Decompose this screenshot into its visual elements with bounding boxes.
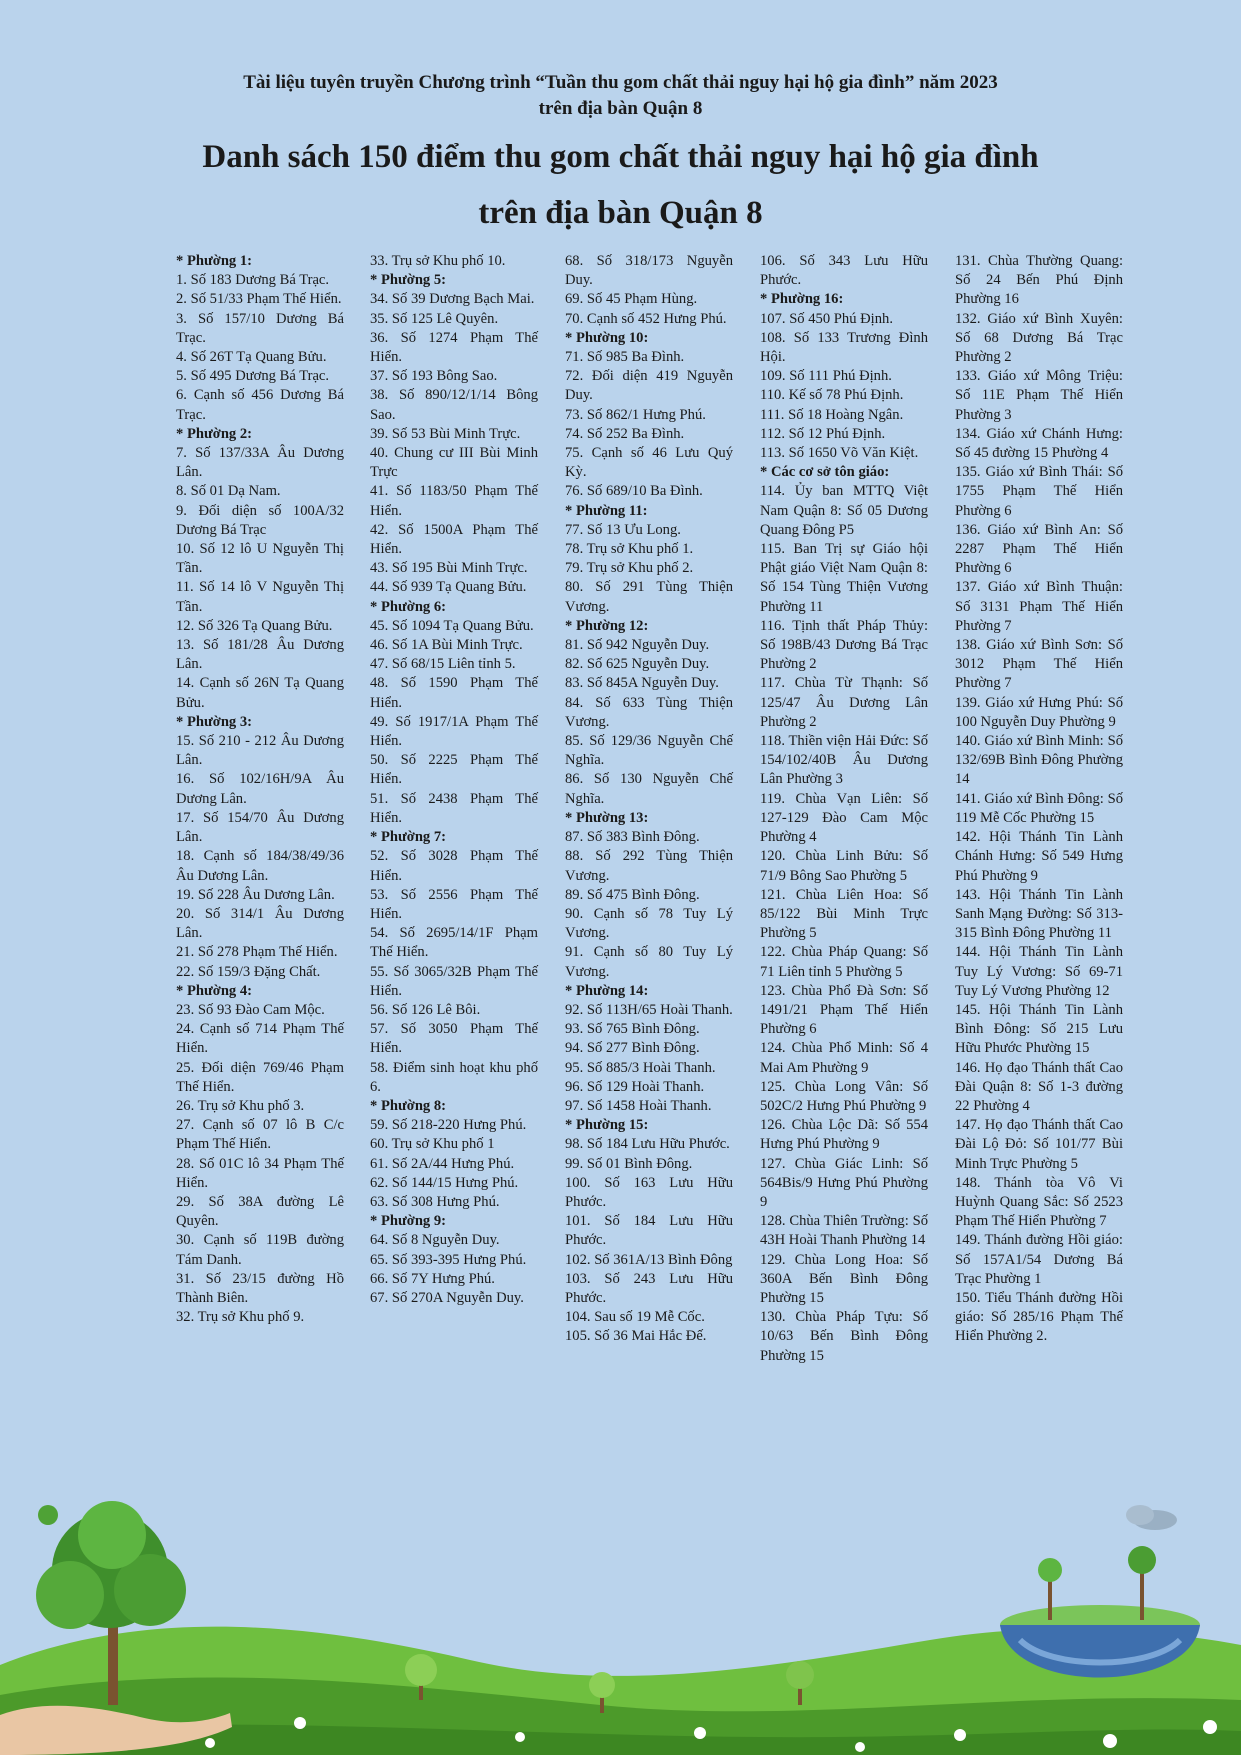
list-item: 55. Số 3065/32B Phạm Thế Hiển. [370, 963, 538, 999]
list-item: 42. Số 1500A Phạm Thế Hiển. [370, 521, 538, 558]
list-item: 4. Số 26T Tạ Quang Bửu. [176, 349, 327, 366]
list-item: 125. Chùa Long Vân: Số 502C/2 Hưng Phú Phường 9 [760, 1078, 928, 1114]
list-item: 67. Số 270A Nguyễn Duy. [370, 1289, 524, 1306]
title-line-1: Danh sách 150 điểm thu gom chất thải nguy hại hộ gia đình [202, 139, 1039, 175]
list-item: 52. Số 3028 Phạm Thế Hiển. [370, 848, 538, 884]
list-item: 3. Số 157/10 Dương Bá Trạc. [176, 310, 344, 346]
list-item: 78. Trụ sở Khu phố 1. [565, 541, 694, 558]
list-item: 123. Chùa Phổ Đà Sơn: Số 1491/21 Phạm Thế Hiển Phường 6 [760, 982, 928, 1038]
list-item: 25. Đối diện 769/46 Phạm Thế Hiển. [176, 1059, 344, 1095]
list-item: 6. Cạnh số 456 Dương Bá Trạc. [176, 387, 344, 423]
list-item: 87. Số 383 Bình Đông. [565, 829, 700, 846]
list-item: 146. Họ đạo Thánh thất Cao Đài Quận 8: Số 1-3 đường 22 Phường 4 [955, 1059, 1123, 1114]
ward-heading: * Phường 9: [370, 1213, 447, 1230]
list-item: 54. Số 2695/14/1F Phạm Thế Hiển. [370, 925, 538, 961]
list-item: 122. Chùa Pháp Quang: Số 71 Liên tỉnh 5 Phường 5 [760, 944, 928, 980]
globe-island-icon [1000, 1546, 1200, 1678]
page-header [0, 70, 1241, 234]
list-item: 97. Số 1458 Hoài Thanh. [565, 1097, 712, 1114]
list-item: 36. Số 1274 Phạm Thế Hiển. [370, 329, 538, 366]
list-item: 108. Số 133 Trương Đình Hội. [760, 329, 928, 366]
list-item: 142. Hội Thánh Tin Lành Chánh Hưng: Số 549 Hưng Phú Phường 9 [955, 829, 1123, 884]
list-item: 102. Số 361A/13 Bình Đông [565, 1251, 733, 1268]
list-item: 129. Chùa Long Hoa: Số 360A Bến Bình Đông Phường 15 [760, 1251, 928, 1306]
list-item: 12. Số 326 Tạ Quang Bửu. [176, 617, 333, 634]
list-item: 22. Số 159/3 Đặng Chất. [176, 963, 321, 980]
list-item: 43. Số 195 Bùi Minh Trực. [370, 560, 528, 577]
list-item: 137. Giáo xứ Bình Thuận: Số 3131 Phạm Thế Hiển Phường 7 [955, 579, 1123, 634]
list-item: 16. Số 102/16H/9A Âu Dương Lân. [176, 771, 344, 807]
list-item: 110. Kế số 78 Phú Định. [760, 387, 904, 404]
list-item: 103. Số 243 Lưu Hữu Phước. [565, 1270, 733, 1306]
list-item: 65. Số 393-395 Hưng Phú. [370, 1251, 527, 1268]
list-item: 92. Số 113H/65 Hoài Thanh. [565, 1001, 733, 1018]
list-item: 85. Số 129/36 Nguyễn Chế Nghĩa. [565, 733, 733, 769]
list-item: 33. Trụ sở Khu phố 10. [370, 253, 506, 269]
list-item: 64. Số 8 Nguyễn Duy. [370, 1232, 500, 1249]
list-item: 80. Số 291 Tùng Thiện Vương. [565, 579, 733, 615]
list-column-4 [760, 252, 928, 1366]
list-item: 109. Số 111 Phú Định. [760, 368, 892, 385]
list-item: 44. Số 939 Tạ Quang Bửu. [370, 579, 527, 596]
list-item: 1. Số 183 Dương Bá Trạc. [176, 272, 330, 289]
list-item: 135. Giáo xứ Bình Thái: Số 1755 Phạm Thế Hiển Phường 6 [955, 464, 1123, 519]
list-item: 19. Số 228 Âu Dương Lân. [176, 886, 335, 903]
list-item: 10. Số 12 lô U Nguyễn Thị Tần. [176, 541, 344, 577]
list-item: 34. Số 39 Dương Bạch Mai. [370, 291, 535, 308]
list-item: 81. Số 942 Nguyễn Duy. [565, 637, 710, 654]
cloud-icon [1126, 1505, 1177, 1530]
subtitle-line-2: trên địa bàn Quận 8 [538, 98, 703, 119]
list-item: 45. Số 1094 Tạ Quang Bửu. [370, 617, 534, 634]
list-item: 77. Số 13 Ưu Long. [565, 521, 681, 538]
landscape-illustration [0, 1455, 1241, 1755]
list-item: 13. Số 181/28 Âu Dương Lân. [176, 637, 344, 673]
list-item: 39. Số 53 Bùi Minh Trực. [370, 425, 521, 442]
ward-heading: * Phường 6: [370, 598, 447, 615]
list-item: 49. Số 1917/1A Phạm Thế Hiển. [370, 713, 538, 750]
list-column-3 [565, 252, 733, 1347]
list-item: 84. Số 633 Tùng Thiện Vương. [565, 694, 733, 730]
list-item: 31. Số 23/15 đường Hồ Thành Biên. [176, 1270, 344, 1306]
ward-heading: * Phường 16: [760, 291, 844, 308]
list-item: 26. Trụ sở Khu phố 3. [176, 1097, 305, 1114]
list-item: 18. Cạnh số 184/38/49/36 Âu Dương Lân. [176, 848, 344, 884]
list-item: 46. Số 1A Bùi Minh Trực. [370, 637, 523, 654]
list-item: 98. Số 184 Lưu Hữu Phước. [565, 1136, 730, 1153]
list-item: 89. Số 475 Bình Đông. [565, 886, 700, 903]
list-item: 95. Số 885/3 Hoài Thanh. [565, 1059, 716, 1076]
list-item: 62. Số 144/15 Hưng Phú. [370, 1174, 519, 1191]
list-item: 124. Chùa Phổ Minh: Số 4 Mai Am Phường 9 [760, 1040, 928, 1076]
collection-point-list [176, 252, 1122, 1482]
list-item: 51. Số 2438 Phạm Thế Hiển. [370, 790, 538, 826]
list-item: 27. Cạnh số 07 lô B C/c Phạm Thế Hiển. [176, 1117, 344, 1153]
list-item: 66. Số 7Y Hưng Phú. [370, 1270, 495, 1287]
list-item: 116. Tịnh thất Pháp Thủy: Số 198B/43 Dương Bá Trạc Phường 2 [760, 617, 928, 673]
list-item: 56. Số 126 Lê Bôi. [370, 1001, 481, 1018]
list-item: 61. Số 2A/44 Hưng Phú. [370, 1155, 515, 1172]
list-item: 113. Số 1650 Võ Văn Kiệt. [760, 445, 919, 462]
list-item: 128. Chùa Thiên Trường: Số 43H Hoài Thanh Phường 14 [760, 1213, 928, 1249]
list-item: 119. Chùa Vạn Liên: Số 127-129 Đào Cam Mộc Phường 4 [760, 790, 928, 846]
list-item: 134. Giáo xứ Chánh Hưng: Số 45 đường 15 Phường 4 [955, 425, 1123, 462]
ward-heading: * Phường 5: [370, 272, 447, 289]
list-item: 79. Trụ sở Khu phố 2. [565, 560, 694, 577]
list-item: 8. Số 01 Dạ Nam. [176, 483, 281, 500]
list-item: 101. Số 184 Lưu Hữu Phước. [565, 1213, 733, 1249]
list-item: 73. Số 862/1 Hưng Phú. [565, 406, 706, 423]
list-item: 145. Hội Thánh Tin Lành Bình Đông: Số 215 Lưu Hữu Phước Phường 15 [955, 1001, 1123, 1057]
list-column-2 [370, 252, 538, 1308]
list-item: 149. Thánh đường Hồi giáo: Số 157A1/54 Dương Bá Trạc Phường 1 [955, 1232, 1123, 1287]
list-item: 50. Số 2225 Phạm Thế Hiển. [370, 752, 538, 788]
list-item: 150. Tiểu Thánh đường Hồi giáo: Số 285/16 Phạm Thế Hiển Phường 2. [955, 1289, 1123, 1345]
list-column-5 [955, 252, 1123, 1347]
list-item: 2. Số 51/33 Phạm Thế Hiển. [176, 291, 342, 308]
list-item: 74. Số 252 Ba Đình. [565, 425, 685, 442]
list-item: 120. Chùa Linh Bửu: Số 71/9 Bông Sao Phường 5 [760, 848, 928, 884]
ward-heading: * Các cơ sở tôn giáo: [760, 464, 890, 481]
list-item: 38. Số 890/12/1/14 Bông Sao. [370, 387, 538, 423]
list-item: 76. Số 689/10 Ba Đình. [565, 483, 703, 500]
list-item: 107. Số 450 Phú Định. [760, 310, 893, 327]
list-item: 132. Giáo xứ Bình Xuyên: Số 68 Dương Bá Trạc Phường 2 [955, 310, 1123, 366]
subtitle-line-1: Tài liệu tuyên truyền Chương trình “Tuần thu gom chất thải nguy hại hộ gia đình” năm 2023 [243, 72, 998, 93]
list-item: 131. Chùa Thường Quang: Số 24 Bến Phú Định Phường 16 [955, 253, 1123, 308]
list-item: 147. Họ đạo Thánh thất Cao Đài Lộ Đỏ: Số 101/77 Bùi Minh Trực Phường 5 [955, 1117, 1123, 1172]
list-item: 118. Thiền viện Hải Đức: Số 154/102/40B Âu Dương Lân Phường 3 [760, 733, 928, 788]
list-item: 24. Cạnh số 714 Phạm Thế Hiển. [176, 1021, 344, 1057]
list-item: 48. Số 1590 Phạm Thế Hiển. [370, 675, 538, 711]
ward-heading: * Phường 13: [565, 809, 649, 826]
list-item: 14. Cạnh số 26N Tạ Quang Bửu. [176, 675, 344, 711]
list-item: 11. Số 14 lô V Nguyễn Thị Tần. [176, 579, 344, 615]
list-item: 105. Số 36 Mai Hắc Đế. [565, 1328, 707, 1345]
list-item: 143. Hội Thánh Tin Lành Sanh Mạng Đường: Số 313-315 Bình Đông Phường 11 [955, 886, 1123, 942]
list-item: 28. Số 01C lô 34 Phạm Thế Hiển. [176, 1155, 344, 1191]
list-item: 144. Hội Thánh Tin Lành Tuy Lý Vương: Số 69-71 Tuy Lý Vương Phường 12 [955, 944, 1123, 999]
list-item: 15. Số 210 - 212 Âu Dương Lân. [176, 733, 344, 769]
list-item: 138. Giáo xứ Bình Sơn: Số 3012 Phạm Thế Hiển Phường 7 [955, 637, 1123, 692]
list-item: 83. Số 845A Nguyễn Duy. [565, 675, 719, 692]
list-item: 139. Giáo xứ Hưng Phú: Số 100 Nguyễn Duy Phường 9 [955, 694, 1123, 730]
list-item: 86. Số 130 Nguyễn Chế Nghĩa. [565, 771, 733, 807]
list-item: 63. Số 308 Hưng Phú. [370, 1193, 500, 1210]
list-item: 23. Số 93 Đào Cam Mộc. [176, 1001, 325, 1018]
list-item: 72. Đối diện 419 Nguyễn Duy. [565, 368, 733, 404]
list-item: 136. Giáo xứ Bình An: Số 2287 Phạm Thế Hiển Phường 6 [955, 521, 1123, 577]
list-item: 69. Số 45 Phạm Hùng. [565, 291, 698, 308]
ward-heading: * Phường 4: [176, 982, 253, 999]
list-item: 100. Số 163 Lưu Hữu Phước. [565, 1174, 733, 1210]
ward-heading: * Phường 2: [176, 425, 253, 442]
list-item: 41. Số 1183/50 Phạm Thế Hiển. [370, 483, 538, 519]
list-item: 115. Ban Trị sự Giáo hội Phật giáo Việt Nam Quận 8: Số 154 Tùng Thiện Vương Phường 11 [760, 541, 928, 615]
list-item: 70. Cạnh số 452 Hưng Phú. [565, 310, 727, 327]
list-item: 53. Số 2556 Phạm Thế Hiển. [370, 886, 538, 922]
list-item: 60. Trụ sở Khu phố 1 [370, 1136, 495, 1153]
list-item: 114. Ủy ban MTTQ Việt Nam Quận 8: Số 05 Dương Quang Đông P5 [760, 483, 928, 538]
list-item: 112. Số 12 Phú Định. [760, 425, 886, 442]
list-item: 7. Số 137/33A Âu Dương Lân. [176, 445, 344, 481]
list-item: 126. Chùa Lộc Dã: Số 554 Hưng Phú Phường 9 [760, 1117, 928, 1153]
list-item: 37. Số 193 Bông Sao. [370, 368, 498, 385]
list-item: 99. Số 01 Bình Đông. [565, 1155, 693, 1172]
list-item: 117. Chùa Từ Thạnh: Số 125/47 Âu Dương Lân Phường 2 [760, 675, 928, 730]
list-item: 32. Trụ sở Khu phố 9. [176, 1309, 305, 1326]
list-item: 59. Số 218-220 Hưng Phú. [370, 1117, 527, 1134]
ward-heading: * Phường 7: [370, 829, 447, 846]
ward-heading: * Phường 3: [176, 713, 253, 730]
list-item: 5. Số 495 Dương Bá Trạc. [176, 368, 330, 385]
list-item: 17. Số 154/70 Âu Dương Lân. [176, 809, 344, 846]
list-item: 9. Đối diện số 100A/32 Dương Bá Trạc [176, 502, 344, 538]
ward-heading: * Phường 1: [176, 253, 253, 269]
ward-heading: * Phường 8: [370, 1097, 447, 1114]
ward-heading: * Phường 14: [565, 982, 649, 999]
list-item: 47. Số 68/15 Liên tỉnh 5. [370, 656, 516, 673]
list-item: 106. Số 343 Lưu Hữu Phước. [760, 253, 928, 289]
ward-heading: * Phường 12: [565, 617, 649, 634]
title-line-2: trên địa bàn Quận 8 [478, 195, 763, 231]
list-item: 21. Số 278 Phạm Thế Hiển. [176, 944, 338, 961]
list-item: 148. Thánh tòa Vô Vi Huỳnh Quang Sắc: Số 2523 Phạm Thế Hiển Phường 7 [955, 1174, 1123, 1230]
list-item: 30. Cạnh số 119B đường Tám Danh. [176, 1232, 344, 1268]
list-item: 82. Số 625 Nguyễn Duy. [565, 656, 710, 673]
list-item: 130. Chùa Pháp Tựu: Số 10/63 Bến Bình Đông Phường 15 [760, 1309, 928, 1364]
list-item: 104. Sau số 19 Mễ Cốc. [565, 1309, 705, 1326]
list-item: 20. Số 314/1 Âu Dương Lân. [176, 905, 344, 942]
ward-heading: * Phường 11: [565, 502, 648, 519]
list-item: 35. Số 125 Lê Quyên. [370, 310, 499, 327]
list-item: 141. Giáo xứ Bình Đông: Số 119 Mễ Cốc Phường 15 [955, 790, 1123, 826]
list-item: 40. Chung cư III Bùi Minh Trực [370, 445, 538, 481]
list-item: 111. Số 18 Hoàng Ngân. [760, 406, 904, 423]
list-item: 121. Chùa Liên Hoa: Số 85/122 Bùi Minh Trực Phường 5 [760, 886, 928, 942]
list-item: 96. Số 129 Hoài Thanh. [565, 1078, 705, 1095]
list-item: 58. Điểm sinh hoạt khu phố 6. [370, 1059, 538, 1095]
list-item: 68. Số 318/173 Nguyễn Duy. [565, 253, 733, 289]
list-item: 93. Số 765 Bình Đông. [565, 1021, 700, 1038]
list-item: 57. Số 3050 Phạm Thế Hiển. [370, 1021, 538, 1057]
list-item: 88. Số 292 Tùng Thiện Vương. [565, 848, 733, 884]
list-item: 75. Cạnh số 46 Lưu Quý Kỳ. [565, 445, 733, 481]
list-item: 90. Cạnh số 78 Tuy Lý Vương. [565, 905, 733, 942]
list-item: 94. Số 277 Bình Đông. [565, 1040, 700, 1057]
list-item: 29. Số 38A đường Lê Quyên. [176, 1193, 344, 1230]
list-column-1 [176, 252, 344, 1327]
ward-heading: * Phường 15: [565, 1117, 649, 1134]
list-item: 140. Giáo xứ Bình Minh: Số 132/69B Bình Đông Phường 14 [955, 733, 1123, 788]
list-item: 127. Chùa Giác Linh: Số 564Bis/9 Hưng Phú Phường 9 [760, 1155, 928, 1210]
list-item: 91. Cạnh số 80 Tuy Lý Vương. [565, 944, 733, 980]
list-item: 133. Giáo xứ Mông Triệu: Số 11E Phạm Thế Hiển Phường 3 [955, 368, 1123, 423]
ward-heading: * Phường 10: [565, 329, 649, 346]
list-item: 71. Số 985 Ba Đình. [565, 349, 685, 366]
